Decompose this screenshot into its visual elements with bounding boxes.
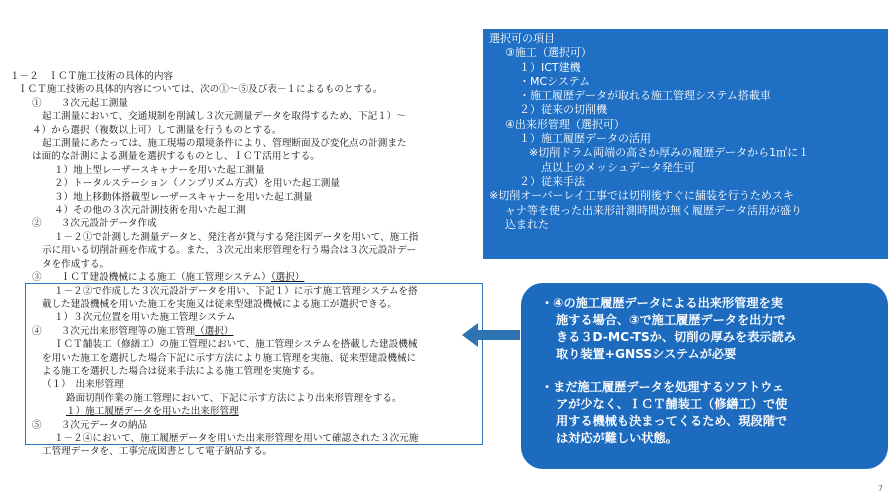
- document-line: （１） 出来形管理: [42, 379, 124, 391]
- callout-paragraph: [541, 379, 874, 447]
- panel-line: ※切削オーバーレイ工事では切削後すぐに舗装を行うためスキ: [489, 189, 794, 203]
- document-line: よる施工を選択した場合は従来手法による施工管理を実施する。: [42, 365, 321, 377]
- document-line: １）３次元位置を用いた施工管理システム: [54, 312, 236, 324]
- document-line: ３）地上移動体搭載型レーザースキャナーを用いた起工測量: [54, 191, 313, 203]
- panel-line: ２）従来手法: [519, 174, 585, 188]
- document-line: １－２①で計測した測量データと、発注者が貸与する発注図データを用いて、施工指: [54, 231, 419, 243]
- panel-line: 選択可の項目: [489, 32, 555, 45]
- document-line: 路面切削作業の施工管理において、下記に示す方法により出来形管理をする。: [66, 392, 402, 404]
- callout-line: 用する機械も決まってくるため、現段階で: [556, 414, 788, 428]
- panel-line: 込まれた: [505, 217, 549, 231]
- page-number: 7: [877, 484, 883, 493]
- callout-line: きる３D-MC-TSか、切削の厚みを表示読み: [556, 330, 796, 344]
- document-line: 工管理データを、工事完成図書として電子納品する。: [42, 446, 273, 458]
- callout-line: ・まだ施工履歴データを処理するソフトウェ: [541, 380, 785, 394]
- document-line: １）施工履歴データを用いた出来形管理: [66, 406, 239, 418]
- callout-line: 施する場合、③で施工履歴データを出力で: [556, 313, 786, 327]
- document-line: ② ３次元設計データ作成: [32, 218, 157, 230]
- document-line: 起工測量において、交通規制を削減し３次元測量データを取得するため、下記１）～: [42, 111, 406, 123]
- document-line: ① ３次元起工測量: [32, 97, 128, 109]
- document-line: 載した建設機械を用いた施工を実施又は従来型建設機械による施工が選択できる。: [42, 298, 397, 310]
- document-line: 起工測量にあたっては、施工現場の環境条件により、管理断面及び変化点の計測また: [42, 138, 407, 150]
- panel-line: ・MCシステム: [519, 74, 591, 88]
- panel-line: １）ICT建機: [519, 60, 581, 74]
- document-line: ③ ＩＣＴ建設機械による施工（施工管理システム）（選択）: [32, 272, 305, 284]
- callout-paragraphs: [541, 295, 874, 447]
- selectable-items-panel: [483, 29, 888, 259]
- document-line: １）地上型レーザースキャナーを用いた起工測量: [54, 164, 265, 176]
- document-line: ＩＣＴ舗装工（修繕工）の施工管理において、施工管理システムを搭載した建設機械: [54, 339, 418, 351]
- panel-lines: [489, 32, 882, 232]
- left-arrow-icon: [462, 322, 522, 348]
- selection-mark: （選択）: [270, 272, 305, 284]
- callout-paragraph: [541, 295, 874, 363]
- document-line: は面的な計測による測量を選択するものとし、ＩＣＴ活用とする。: [32, 151, 320, 163]
- selection-mark: （選択）: [195, 325, 234, 337]
- callout-line: アが少なく、ＩＣＴ舗装工（修繕工）で使: [556, 397, 788, 411]
- panel-line: ャナ等を使った出来形計測時間が無く履歴データ活用が盛り: [505, 203, 802, 217]
- document-line: を用いた施工を選択した場合下記に示す方法により施工管理を実施、従来型建設機械に: [42, 352, 417, 364]
- highlight-box: [25, 283, 483, 445]
- panel-line: ③施工（選択可）: [505, 46, 592, 60]
- document-line: ＩＣＴ施工技術の具体的内容については、次の①～⑤及び表－１によるものとする。: [18, 84, 383, 96]
- document-line: ４）から選択（複数以上可）して測量を行うものとする。: [32, 124, 282, 136]
- document-line: １－２ ＩＣＴ施工技術の具体的内容: [10, 71, 174, 82]
- callout-line: 取り装置+GNSSシステムが必要: [556, 347, 737, 361]
- document-line: 示に用いる切削計画を作成する。また、３次元出来形管理を行う場合は３次元設計デー: [42, 245, 417, 257]
- callout-line: は対応が難しい状態。: [556, 431, 678, 445]
- document-line: ④ ３次元出来形管理等の施工管理（選択）: [32, 325, 234, 337]
- document-line: １－２②で作成した３次元設計データを用い、下記１）に示す施工管理システムを搭: [54, 285, 418, 297]
- panel-line: ※切削ドラム両端の高さか厚みの履歴データから1㎡に１: [529, 146, 810, 160]
- panel-line: ④出来形管理（選択可）: [505, 117, 625, 131]
- note-callout: [521, 283, 888, 469]
- panel-line: 点以上のメッシュデータ発生可: [541, 160, 695, 174]
- panel-line: ・施工履歴データが取れる施工管理システム搭載車: [519, 89, 771, 103]
- document-line: タを作成する。: [42, 258, 110, 270]
- document-line: ４）その他の３次元計測技術を用いた起工測: [54, 205, 246, 217]
- callout-line: ・④の施工履歴データによる出来形管理を実: [541, 296, 783, 310]
- document-line: ２）トータルステーション（ノンプリズム方式）を用いた起工測量: [54, 178, 340, 190]
- document-line: ⑤ ３次元データの納品: [32, 419, 148, 431]
- panel-line: ２）従来の切削機: [519, 103, 607, 117]
- document-line: １－２④において、施工履歴データを用いた出来形管理を用いて確認された３次元施: [54, 432, 419, 444]
- panel-line: １）施工履歴データの活用: [519, 132, 651, 146]
